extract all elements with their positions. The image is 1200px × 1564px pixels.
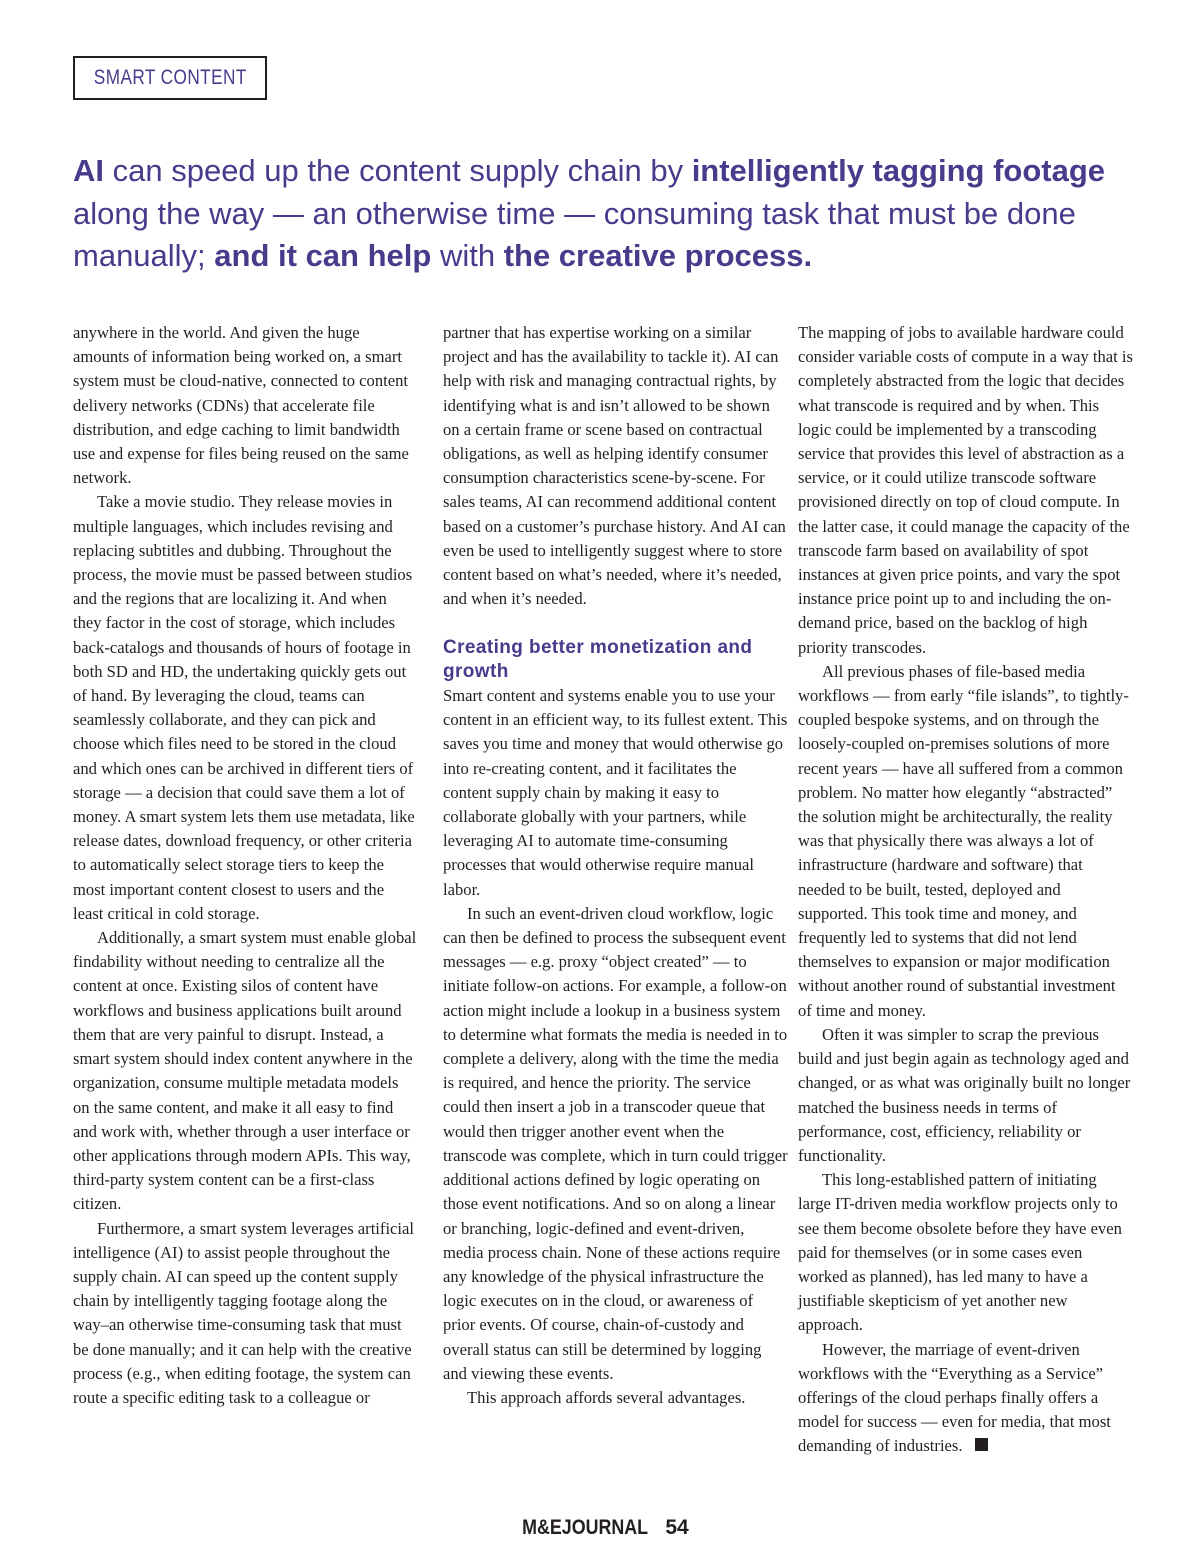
- pull-quote-text: along the way — an otherwise time — consuming task that must be done manually;: [73, 195, 1076, 273]
- body-paragraph: [73, 926, 418, 1216]
- body-paragraph: [798, 1023, 1133, 1168]
- body-paragraph: [73, 490, 418, 926]
- paragraph-spacer: [443, 611, 788, 635]
- body-paragraph: [73, 1217, 418, 1411]
- paragraph-text: Often it was simpler to scrap the previous build and just begin again as technology aged and changed, or as what was originally built no longer matched the business needs in terms of performance, cost, efficiency, reliability or functionality.: [798, 1024, 1131, 1165]
- section-label-box: [73, 56, 267, 100]
- paragraph-text: This long-established pattern of initiating large IT-driven media workflow projects only to see them become obsolete before they have even paid for themselves (or in some cases even worked as planned), has led many to have a justifiable skepticism of yet another new approach.: [798, 1170, 1122, 1335]
- body-paragraph: [443, 902, 788, 1386]
- pull-quote-emphasis: intelligently tagging footage: [691, 153, 1106, 188]
- body-paragraph: [798, 1338, 1133, 1459]
- pull-quote-emphasis: AI: [73, 153, 104, 188]
- paragraph-text: In such an event-driven cloud workflow, logic can then be defined to process the subsequent event messages — e.g. proxy “object created” — to initiate follow-on actions. For example, a follow-on action might include a lookup in a business system to determine what formats the media is needed in to complete a delivery, along with the time the media is required, and hence the priority. The service could then insert a job in a transcoder queue that would then trigger another event when the transcode was complete, which in turn could trigger additional actions defined by logic operating on those event notifications. And so on along a linear or branching, logic-defined and event-driven, media process chain. None of these actions require any knowledge of the physical infrastructure the logic executes on in the cloud, or awareness of prior events. Of course, chain-of-custody and overall status can still be determined by logging and viewing these events.: [443, 903, 788, 1383]
- column-3: [798, 321, 1133, 1459]
- paragraph-text: However, the marriage of event-driven workflows with the “Everything as a Service” offerings of the cloud perhaps finally offers a model for success — even for media, that most demanding of industries.: [798, 1339, 1111, 1456]
- subheading: [443, 636, 788, 684]
- body-paragraph: [73, 321, 418, 490]
- pull-quote-text: can speed up the content supply chain by: [104, 153, 692, 188]
- paragraph-text: Take a movie studio. They release movies in multiple languages, which includes revising and replacing subtitles and dubbing. Throughout the process, the movie must be passed between studios and the regions that are localizing it. And when they factor in the cost of storage, which includes back-catalogs and thousands of hours of footage in both SD and HD, the undertaking quickly gets out of hand. By leveraging the cloud, teams can seamlessly collaborate, and they can pick and choose which files need to be stored in the cloud and which ones can be archived in different tiers of storage — a decision that could save them a lot of money. A smart system lets them use metadata, like release dates, download frequency, or other criteria to automatically select storage tiers to keep the most important content closest to users and the least critical in cold storage.: [73, 492, 415, 923]
- pull-quote-emphasis: the creative process.: [503, 238, 813, 273]
- paragraph-text: partner that has expertise working on a similar project and has the availability to tackle it). AI can help with risk and managing contractual rights, by identifying what is and isn’t allowed to be shown on a certain frame or scene based on contractual obligations, as well as helping identify consumer consumption characteristics scene-by-scene. For sales teams, AI can recommend additional content based on a customer’s purchase history. And AI can even be used to intelligently suggest where to store content based on what’s needed, where it’s needed, and when it’s needed.: [443, 323, 786, 609]
- paragraph-text: This approach affords several advantages.: [467, 1387, 746, 1407]
- paragraph-text: All previous phases of file-based media workflows — from early “file islands”, to tightly-coupled bespoke systems, and on through the loosely-coupled on-premises solutions of more recent years — have all suffered from a common problem. No matter how elegantly “abstracted” the solution might be architecturally, the reality was that physically there was always a lot of infrastructure (hardware and software) that needed to be built, tested, deployed and supported. This took time and money, and frequently led to systems that did not lend themselves to expansion or major modification without another round of substantial investment of time and money.: [798, 661, 1129, 1020]
- body-paragraph: [443, 684, 788, 902]
- page-number: 54: [665, 1516, 689, 1539]
- body-paragraph: [443, 1386, 788, 1410]
- page-footer: [0, 1516, 1200, 1540]
- column-1: [73, 321, 418, 1410]
- body-paragraph: [798, 1168, 1133, 1337]
- section-label: SMART CONTENT: [93, 66, 247, 89]
- column-2: [443, 321, 788, 1410]
- pull-quote: [73, 150, 1133, 278]
- paragraph-text: Additionally, a smart system must enable global findability without needing to centralize all the content at once. Existing silos of content have workflows and business applications built around them that are very painful to disrupt. Instead, a smart system should index content anywhere in the organization, consume multiple metadata models on the same content, and make it all easy to find and work with, whether through a user interface or other applications through modern APIs. This way, third-party system content can be a first-class citizen.: [73, 928, 417, 1214]
- paragraph-text: Smart content and systems enable you to use your content in an efficient way, to its fullest extent. This saves you time and money that would otherwise go into re-creating content, and it facilitates the content supply chain by making it easy to collaborate globally with your partners, while leveraging AI to automate time-consuming processes that would otherwise require manual labor.: [443, 686, 788, 899]
- journal-name: M&EJOURNAL: [522, 1516, 649, 1539]
- paragraph-text: anywhere in the world. And given the huge amounts of information being worked on, a smart system must be cloud-native, connected to content delivery networks (CDNs) that accelerate file distribution, and edge caching to limit bandwidth use and expense for files being reused on the same network.: [73, 323, 409, 488]
- body-paragraph: [798, 660, 1133, 1023]
- paragraph-text: Furthermore, a smart system leverages artificial intelligence (AI) to assist people throughout the supply chain. AI can speed up the content supply chain by intelligently tagging footage along the way–an otherwise time-consuming task that must be done manually; and it can help with the creative process (e.g., when editing footage, the system can route a specific editing task to a colleague or: [73, 1218, 415, 1407]
- paragraph-text: Creating better monetization and growth: [443, 636, 753, 682]
- pull-quote-emphasis: and it can help: [214, 238, 432, 273]
- body-paragraph: [798, 321, 1133, 660]
- end-mark-icon: [975, 1438, 988, 1451]
- paragraph-text: The mapping of jobs to available hardware could consider variable costs of compute in a way that is completely abstracted from the logic that decides what transcode is required and by when. This logic could be implemented by a transcoding service that provides this level of abstraction as a service, or it could utilize transcode software provisioned directly on top of cloud compute. In the latter case, it could manage the capacity of the transcode farm based on availability of spot instances at given price points, and vary the spot instance price point up to and including the on-demand price, based on the backlog of high priority transcodes.: [798, 323, 1134, 657]
- pull-quote-text: with: [431, 238, 504, 273]
- body-paragraph: [443, 321, 788, 611]
